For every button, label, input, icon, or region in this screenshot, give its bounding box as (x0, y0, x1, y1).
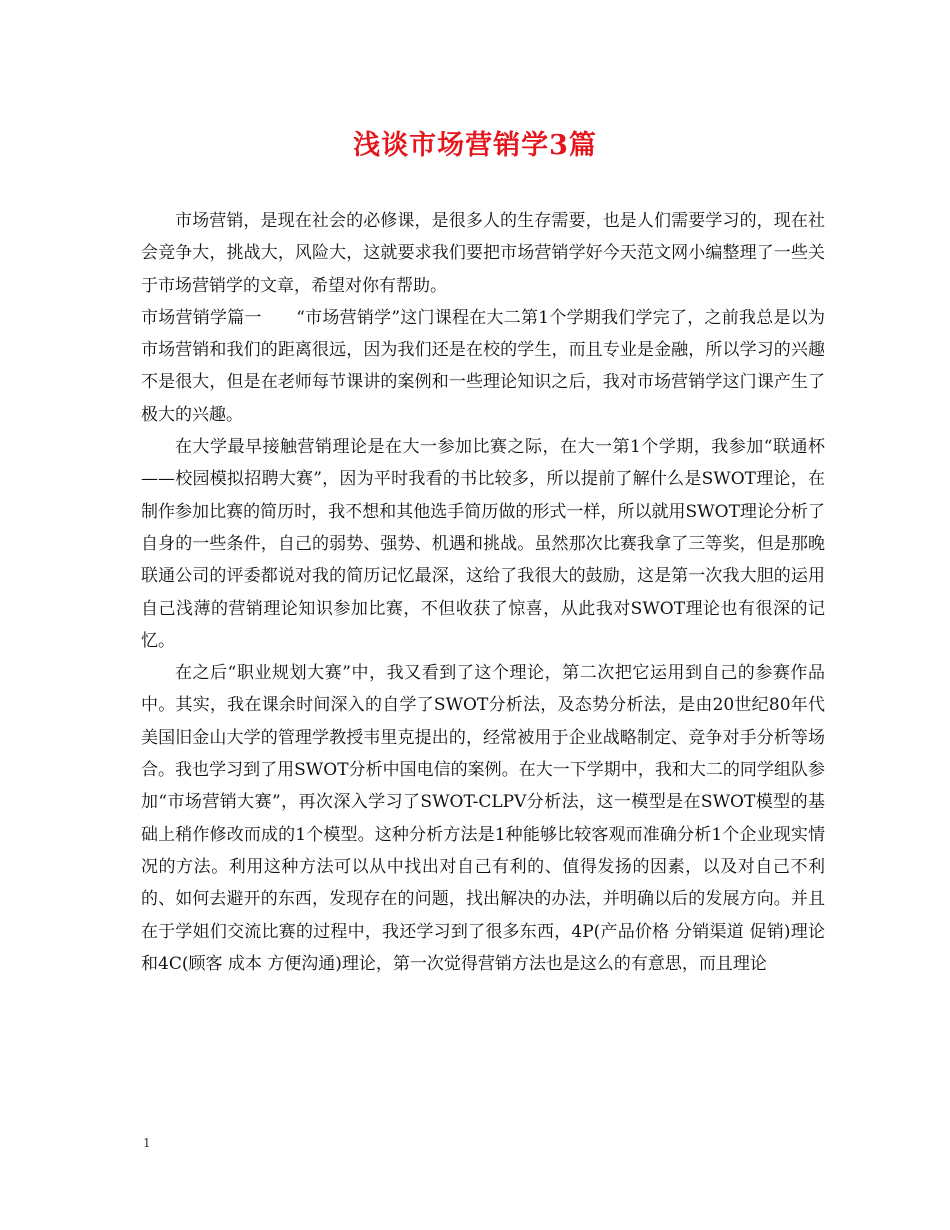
document-body (141, 205, 825, 980)
page-number: 1 (143, 1136, 151, 1150)
paragraph-swot-first: 在大学最早接触营销理论是在大一参加比赛之际，在大一第1个学期，我参加“联通杯——校园模拟招聘大赛”，因为平时我看的书比较多，所以提前了解什么是SWOT理论，在制作参加比赛的简历时，我不想和其他选手简历做的形式一样，所以就用SWOT理论分析了自身的一些条件，自己的弱势、强势、机遇和挑战。虽然那次比赛我拿了三等奖，但是那晚联通公司的评委都说对我的简历记忆最深，这给了我很大的鼓励，这是第一次我大胆的运用自己浅薄的营销理论知识参加比赛，不但收获了惊喜，从此我对SWOT理论也有很深的记忆。 (141, 437, 825, 651)
paragraph-section-one: 市场营销学篇一 “市场营销学”这门课程在大二第1个学期我们学完了，之前我总是以为市场营销和我们的距离很远，因为我们还是在校的学生，而且专业是金融，所以学习的兴趣不是很大，但是在老师每节课讲的案例和一些理论知识之后，我对市场营销学这门课产生了极大的兴趣。 (141, 307, 825, 425)
paragraph-intro: 市场营销，是现在社会的必修课，是很多人的生存需要，也是人们需要学习的，现在社会竞争大，挑战大，风险大，这就要求我们要把市场营销学好今天范文网小编整理了一些关于市场营销学的文章，希望对你有帮助。 (141, 211, 825, 296)
paragraph-swot-second: 在之后“职业规划大赛”中，我又看到了这个理论，第二次把它运用到自己的参赛作品中。其实，我在课余时间深入的自学了SWOT分析法，及态势分析法，是由20世纪80年代美国旧金山大学的管理学教授韦里克提出的，经常被用于企业战略制定、竞争对手分析等场合。我也学习到了用SWOT分析中国电信的案例。在大一下学期中，我和大二的同学组队参加“市场营销大赛”，再次深入学习了SWOT-CLPV分析法，这一模型是在SWOT模型的基础上稍作修改而成的1个模型。这种分析方法是1种能够比较客观而准确分析1个企业现实情况的方法。利用这种方法可以从中找出对自己有利的、值得发扬的因素，以及对自己不利的、如何去避开的东西，发现存在的问题，找出解决的办法，并明确以后的发展方向。并且在于学姐们交流比赛的过程中，我还学习到了很多东西，4P(产品价格 分销渠道 促销)理论和4C(顾客 成本 方便沟通)理论，第一次觉得营销方法也是这么的有意思，而且理论 (141, 663, 825, 974)
document-title: 浅谈市场营销学3篇 (353, 130, 597, 161)
